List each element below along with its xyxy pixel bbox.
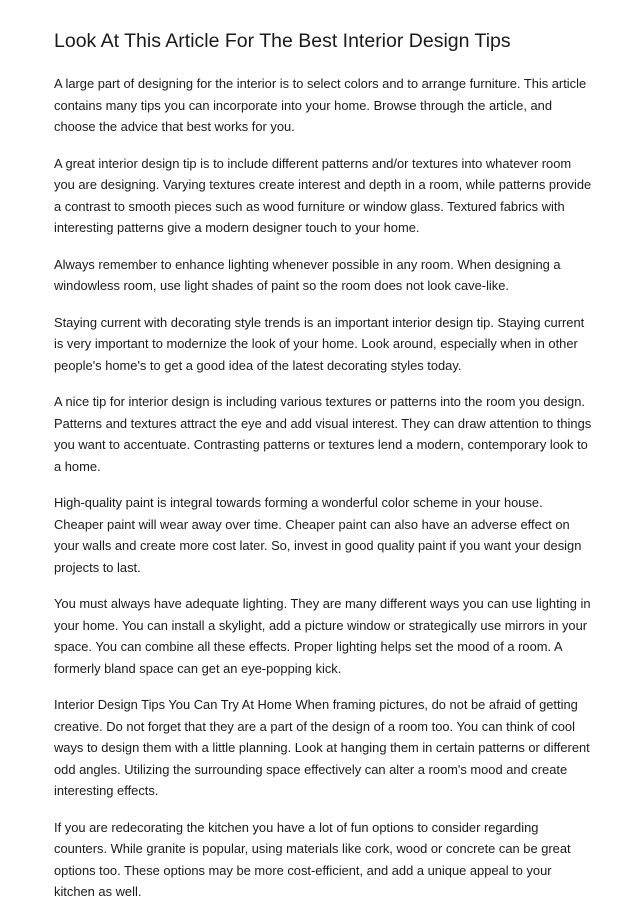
paragraph-9: If you are redecorating the kitchen you have a lot of fun options to consider regarding counters. While granite is popular, using materials like cork, wood or concrete can be great options too. These options may be more cost-efficient, and add a unique appeal to your kitchen as well. [54, 819, 571, 899]
page-title: Look At This Article For The Best Interior Design Tips [54, 30, 511, 52]
paragraph-2: A great interior design tip is to include different patterns and/or textures into whatever room you are designing. Varying textures create interest and depth in a room, while patterns provide a contrast to smooth pieces such as wood furniture or window glass. Textured fabrics with interesting patterns give a modern designer touch to your home. [54, 155, 592, 235]
paragraph-8: Interior Design Tips You Can Try At Home When framing pictures, do not be afraid of getting creative. Do not forget that they are a part of the design of a room too. You can think of cool ways to design them with a little planning. Look at hanging them in certain patterns or different odd angles. Utilizing the surrounding space effectively can alter a room's mood and create interesting effects. [54, 697, 590, 798]
paragraph-4: Staying current with decorating style trends is an important interior design tip. Staying current is very important to modernize the look of your home. Look around, especially when in other people's home's to get a good idea of the latest decorating styles today. [54, 314, 585, 373]
paragraph-5: A nice tip for interior design is including various textures or patterns into the room you design. Patterns and textures attract the eye and add visual interest. They can draw attention to things you want to accentuate. Contrasting patterns or textures lend a modern, contemporary look to a home. [54, 394, 592, 474]
paragraph-3: Always remember to enhance lighting whenever possible in any room. When designing a windowless room, use light shades of paint so the room does not look cave-like. [54, 256, 561, 293]
paragraph-1: A large part of designing for the interior is to select colors and to arrange furniture. This article contains many tips you can incorporate into your home. Browse through the article, and choose the advice that best works for you. [54, 76, 587, 134]
paragraph-6: High-quality paint is integral towards forming a wonderful color scheme in your house. Cheaper paint will wear away over time. Cheaper paint can also have an adverse effect on your walls and create more cost later. So, invest in good quality paint if you want your design projects to last. [54, 495, 582, 575]
paragraph-7: You must always have adequate lighting. They are many different ways you can use lighting in your home. You can install a skylight, add a picture window or strategically use mirrors in your space. You can combine all these effects. Proper lighting helps set the mood of a room. A formerly bland space can get an eye-popping kick. [54, 596, 591, 676]
